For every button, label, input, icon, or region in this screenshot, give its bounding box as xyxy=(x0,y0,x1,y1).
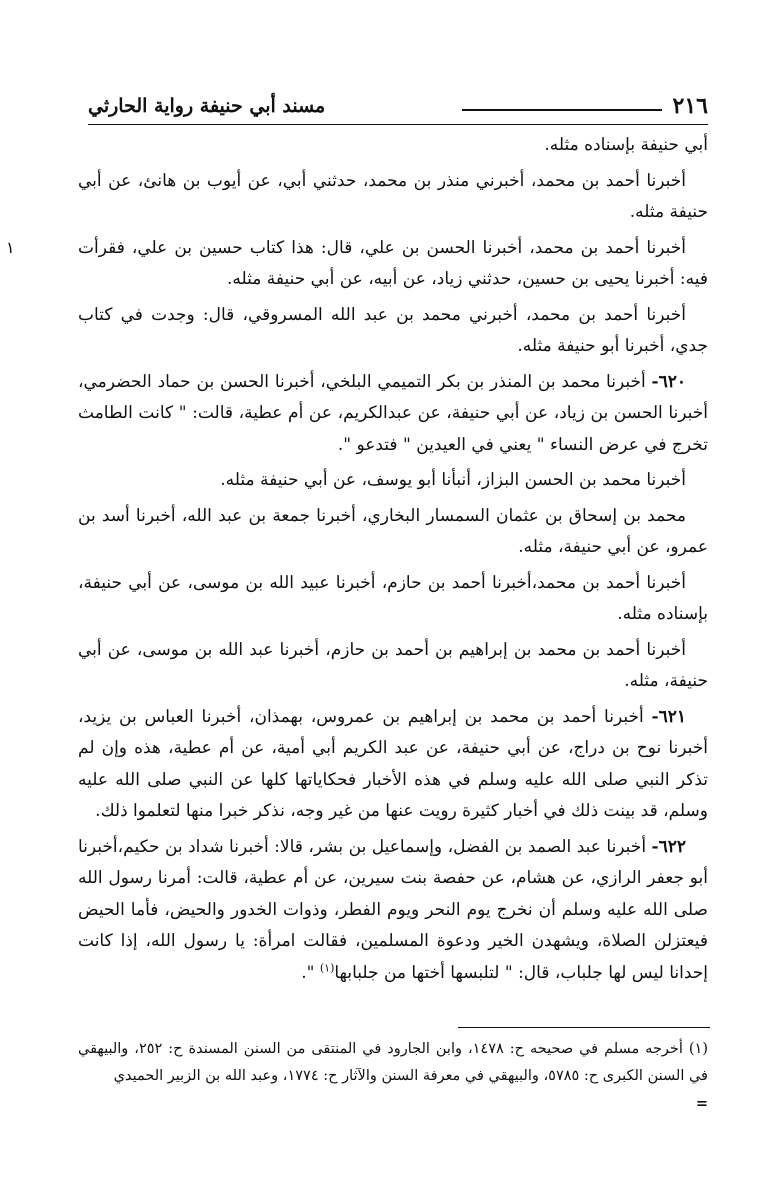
hadith-entry xyxy=(78,702,708,828)
paragraph xyxy=(78,568,708,631)
page-number: ٢١٦ xyxy=(672,93,708,119)
main-text xyxy=(78,130,708,993)
page-header xyxy=(88,93,708,123)
footnote xyxy=(78,1036,708,1117)
paragraph-text: أخبرنا أحمد بن محمد،أخبرنا أحمد بن حازم، أخبرنا عبيد الله بن موسى، عن أبي حنيفة، بإسناده مثله. xyxy=(78,572,708,624)
hadith-number: ٦٢١- xyxy=(651,706,686,727)
paragraph xyxy=(78,465,708,497)
footnote-continuation: = xyxy=(695,1095,708,1112)
paragraph-tail: ". xyxy=(301,962,320,983)
paragraph-text: أخبرنا أحمد بن محمد، أخبرني منذر بن محمد، حدثني أبي، عن أيوب بن هانئ، عن أبي حنيفة مثله. xyxy=(78,170,708,222)
margin-note: ١ xyxy=(6,238,15,257)
hadith-entry xyxy=(78,832,708,990)
paragraph xyxy=(78,233,708,296)
paragraph-text: أخبرنا محمد بن المنذر بن بكر التميمي البلخي، أخبرنا الحسن بن حماد الحضرمي، أخبرنا الحسن بن زياد، عن أبي حنيفة، عن عبدالكريم، عن أم عطية، قالت: " كانت الطامث تخرج في عرض النساء " يعني في العيدين " فتدعو ". xyxy=(78,371,708,455)
running-title: مسند أبي حنيفة رواية الحارثي xyxy=(88,95,326,117)
paragraph-text: أخبرنا أحمد بن محمد، أخبرنا الحسن بن علي، قال: هذا كتاب حسين بن علي، فقرأت فيه: أخبرنا يحيى بن حسين، حدثني زياد، عن أبيه، عن أبي حنيفة مثله. xyxy=(78,237,708,289)
paragraph xyxy=(78,501,708,564)
paragraph xyxy=(78,300,708,363)
footnote-rule xyxy=(458,1027,710,1028)
paragraph xyxy=(78,166,708,229)
header-divider xyxy=(88,124,708,125)
paragraph xyxy=(78,130,708,162)
paragraph-text: أبي حنيفة بإسناده مثله. xyxy=(544,135,708,155)
paragraph-text: أخبرنا أحمد بن محمد، أخبرني محمد بن عبد الله المسروقي، قال: وجدت في كتاب جدي، أخبرنا أبو حنيفة مثله. xyxy=(78,304,708,356)
hadith-number: ٦٢٠- xyxy=(651,371,686,392)
hadith-number: ٦٢٢- xyxy=(651,836,686,857)
paragraph-text: أخبرنا أحمد بن محمد بن إبراهيم بن أحمد بن حازم، أخبرنا عبد الله بن موسى، عن أبي حنيفة، مثله. xyxy=(78,639,708,691)
paragraph-text: محمد بن إسحاق بن عثمان السمسار البخاري، أخبرنا جمعة بن عبد الله، أخبرنا أسد بن عمرو، عن أبي حنيفة، مثله. xyxy=(78,505,708,557)
footnote-text: (١) أخرجه مسلم في صحيحه ح: ١٤٧٨، وابن الجارود في المنتقى من السنن المسندة ح: ٢٥٢، والبيهقي في السنن الكبرى ح: ٥٧٨٥، والبيهقي في معرفة السنن والآثار ح: ١٧٧٤، وعبد الله بن الزبير الحميدي xyxy=(78,1041,709,1084)
hadith-entry xyxy=(78,367,708,462)
paragraph-text: أخبرنا محمد بن الحسن البزاز، أنبأنا أبو يوسف، عن أبي حنيفة مثله. xyxy=(220,470,686,490)
paragraph-text: أخبرنا أحمد بن محمد بن إبراهيم بن عمروس، بهمذان، أخبرنا العباس بن يزيد، أخبرنا نوح بن دراج، عن أبي حنيفة، عن عبد الكريم أبي أمية، عن أم عطية، هذه وإن لم تذكر النبي صلى الله عليه وسلم في هذه الأخبار فحكاياتها كلها عن النبي صلى الله عليه وسلم، قد بينت ذلك في أخبار كثيرة رويت عنها من غير وجه، نذكر خبرا منها لتعلموا ذلك. xyxy=(78,706,708,821)
footnote-marker: (١) xyxy=(319,960,335,974)
paragraph-text: أخبرنا عبد الصمد بن الفضل، وإسماعيل بن بشر، قالا: أخبرنا شداد بن حكيم،أخبرنا أبو جعفر الرازي، عن هشام، عن حفصة بنت سيرين، عن أم عطية، قالت: أمرنا رسول الله صلى الله عليه وسلم أن نخرج يوم النحر ويوم الفطر، وذوات الخدور والحيض، فأما الحيض فيعتزلن الصلاة، ويشهدن الخير ودعوة المسلمين، فقالت امرأة: يا رسول الله، إذا كانت إحدانا ليس لها جلباب، قال: " لتلبسها أختها من جلبابها xyxy=(78,836,708,983)
header-rule xyxy=(462,109,662,111)
paragraph xyxy=(78,635,708,698)
